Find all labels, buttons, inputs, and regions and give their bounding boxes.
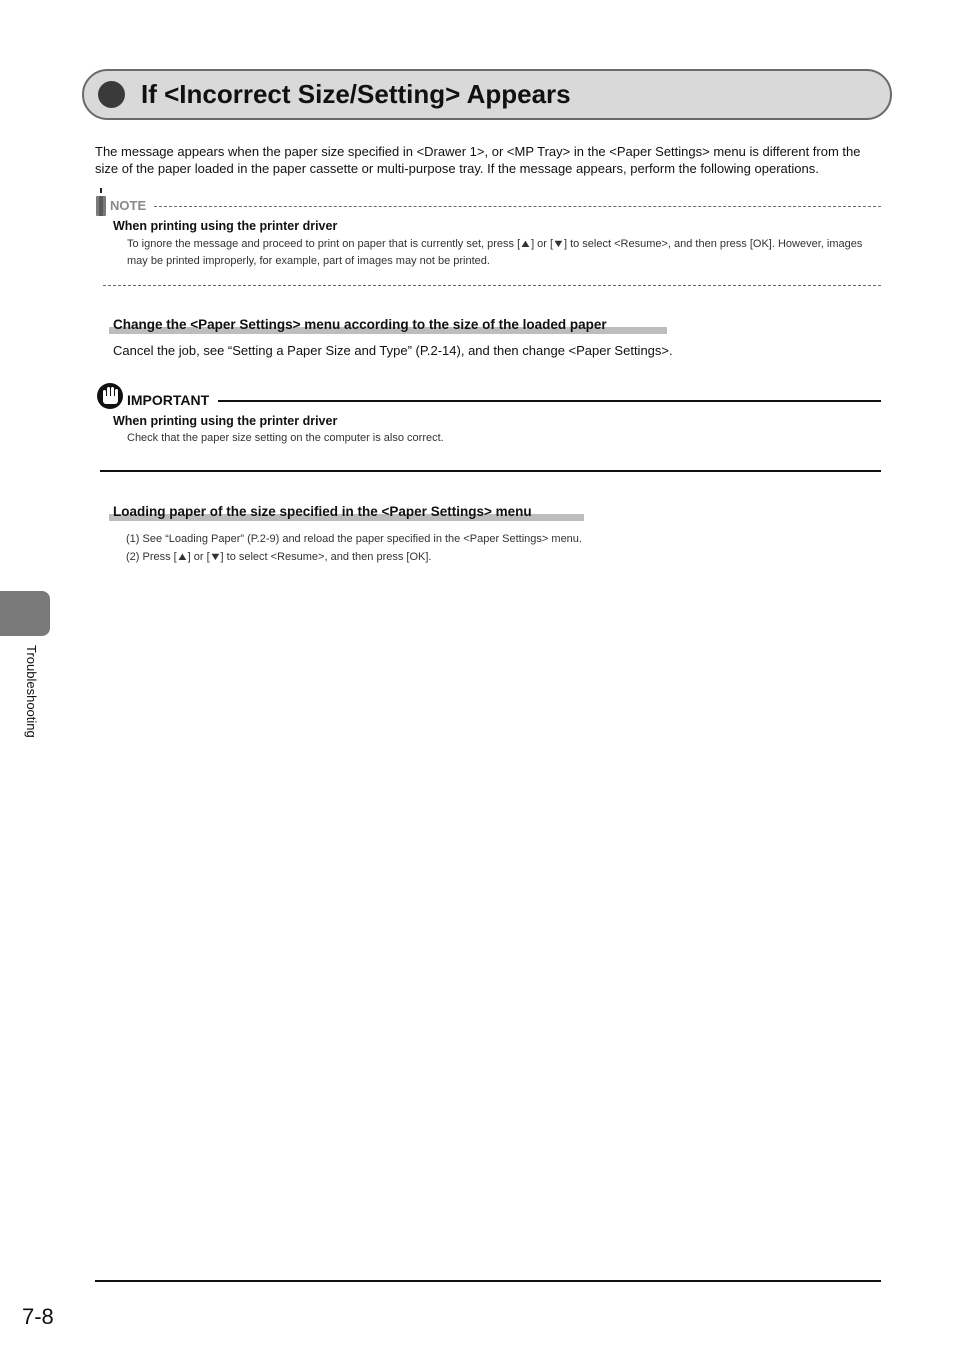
important-heading: When printing using the printer driver [113, 414, 338, 428]
important-label: IMPORTANT [127, 392, 210, 408]
note-bottom-divider [103, 285, 881, 286]
pencil-icon [95, 188, 107, 216]
intro-paragraph: The message appears when the paper size specified in <Drawer 1>, or <MP Tray> in the <Paper Settings> menu is different from the size of the paper loaded in the paper cassette or multi-purpose tray. If the message appears, perform the following operations. [95, 144, 861, 176]
page-number: 7-8 [22, 1304, 54, 1329]
note-text: To ignore the message and proceed to print on paper that is currently set, press [▲] or [▼] to select <Resume>, and then press [OK]. However, images may be printed improperly, for example, part of images may not be printed. [127, 238, 863, 267]
step-2: (2) Press [▲] or [▼] to select <Resume>, and then press [OK]. [126, 548, 582, 566]
important-bottom-rule [100, 470, 881, 472]
step-1: (1) See “Loading Paper” (P.2-9) and reload the paper specified in the <Paper Settings> menu. [126, 533, 582, 545]
section-text-change-settings: Cancel the job, see “Setting a Paper Size and Type” (P.2-14), and then change <Paper Settings>. [113, 343, 673, 358]
chapter-tab [0, 591, 50, 636]
steps-list [126, 530, 582, 566]
page-title: If <Incorrect Size/Setting> Appears [141, 79, 571, 109]
up-arrow-icon: ▲ [519, 238, 533, 250]
title-banner [82, 69, 892, 120]
chapter-label: Troubleshooting [24, 645, 39, 738]
note-label: NOTE [110, 198, 147, 213]
down-arrow-icon: ▼ [551, 238, 566, 250]
important-text: Check that the paper size setting on the computer is also correct. [127, 432, 444, 444]
stop-hand-icon [96, 382, 124, 410]
note-top-divider [154, 206, 881, 207]
section-heading-loading-paper: Loading paper of the size specified in the <Paper Settings> menu [113, 504, 532, 519]
down-arrow-icon: ▼ [208, 551, 222, 563]
title-bullet-icon [98, 81, 125, 108]
footer-rule [95, 1280, 881, 1282]
important-top-rule [218, 400, 881, 402]
up-arrow-icon: ▲ [175, 551, 189, 563]
note-heading: When printing using the printer driver [113, 219, 338, 233]
section-heading-change-settings: Change the <Paper Settings> menu according to the size of the loaded paper [113, 317, 607, 332]
